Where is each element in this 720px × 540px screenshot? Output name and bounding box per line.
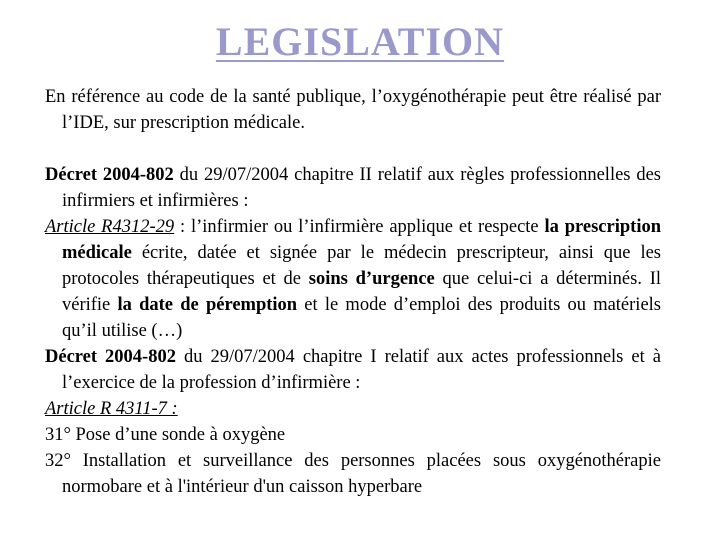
decree-1-text: du 29/07/2004 chapitre II relatif aux règles professionnelles des infirmiers et infirmières : [62,165,661,211]
article-1-text-3: que celui-ci a déterminés. Il vérifie [62,269,662,315]
article-2-ref: Article R 4311-7 : [45,399,178,419]
article-1-ref: Article R4312-29 [45,217,175,237]
document-body [45,84,661,500]
item-32: 32° Installation et surveillance des personnes placées sous oxygénothérapie normobare et à l'intérieur d'un caisson hyperbare [45,451,661,497]
decree-2-paragraph [45,344,661,396]
decree-2-label: Décret 2004-802 [45,347,176,367]
page-title: LEGISLATION [215,19,505,64]
article-2-paragraph [45,396,661,422]
intro-paragraph: En référence au code de la santé publique, l’oxygénothérapie peut être réalisé par l’IDE, sur prescription médicale. [45,87,661,133]
article-1-bold-2: soins d’urgence [308,269,435,289]
item-31: 31° Pose d’une sonde à oxygène [45,425,286,445]
decree-2-text: du 29/07/2004 chapitre I relatif aux actes professionnels et à l’exercice de la profession d’infirmière : [62,347,661,393]
article-1-text-2: écrite, datée et signée par le médecin prescripteur, ainsi que les protocoles thérapeutiques et de [62,243,661,289]
article-1-bold-1: la prescription médicale [62,217,661,263]
decree-1-label: Décret 2004-802 [45,165,174,185]
article-1-text-4: et le mode d’emploi des produits ou matériels qu’il utilise (…) [62,295,661,341]
article-1-bold-3: la date de péremption [117,295,298,315]
spacer [45,136,661,162]
decree-1-paragraph [45,162,661,214]
article-1-paragraph [45,214,661,344]
article-1-text-1: : l’infirmier ou l’infirmière applique et respecte [174,217,545,237]
